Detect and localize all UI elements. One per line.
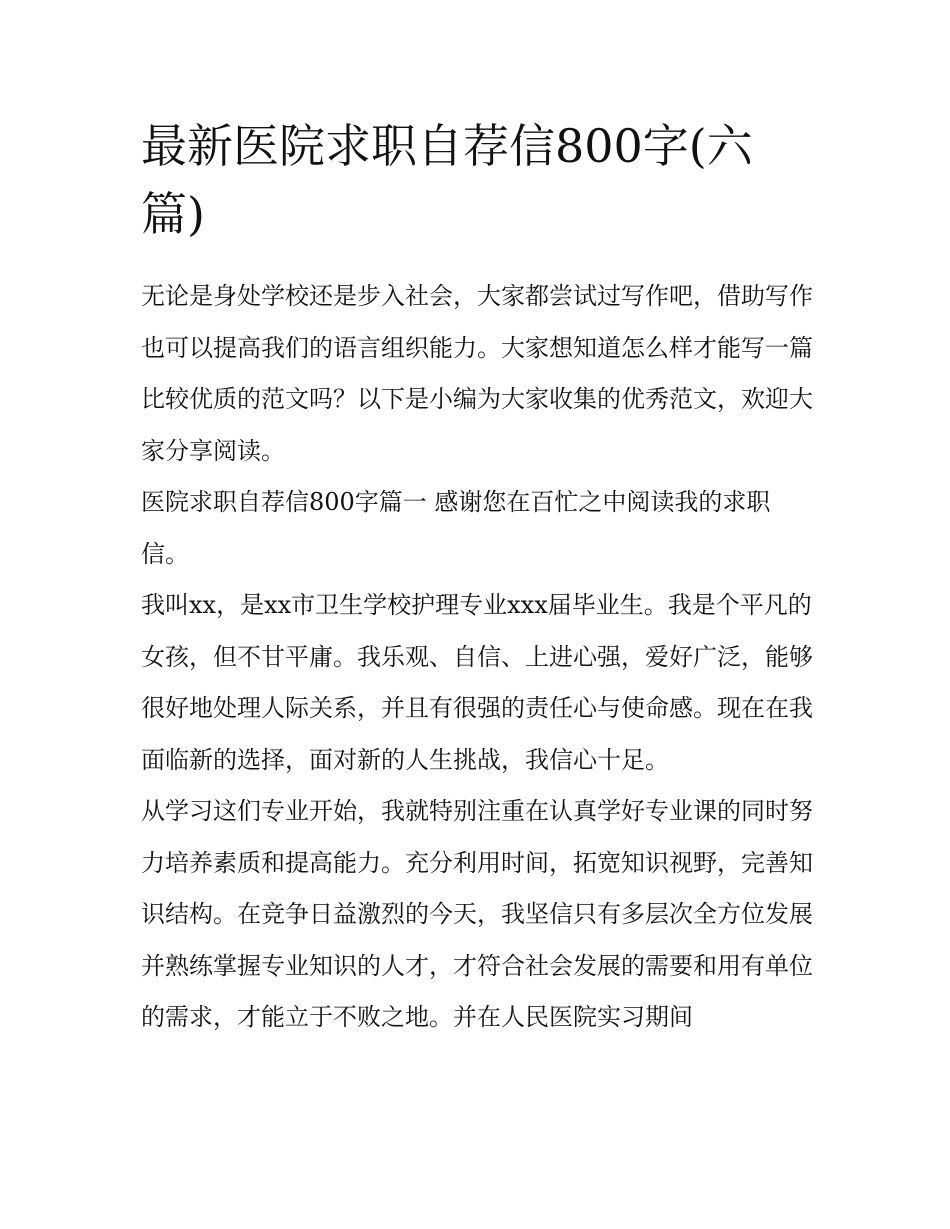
paragraph-letter-heading: 医院求职自荐信800字篇一 感谢您在百忙之中阅读我的求职信。 bbox=[141, 488, 771, 568]
paragraph-study-experience: 从学习这们专业开始，我就特别注重在认真学好专业课的同时努力培养素质和提高能力。充分利用时间，拓宽知识视野，完善知识结构。在竞争日益激烈的今天，我坚信只有多层次全方位发展并熟练掌握专业知识的人才，才符合社会发展的需要和用有单位的需求，才能立于不败之地。并在人民医院实习期间 bbox=[141, 797, 813, 1031]
paragraph-self-introduction: 我叫xx，是xx市卫生学校护理专业xxx届毕业生。我是个平凡的女孩，但不甘平庸。我乐观、自信、上进心强，爱好广泛，能够很好地处理人际关系，并且有很强的责任心与使命感。现在在我面临新的选择，面对新的人生挑战，我信心十足。 bbox=[141, 591, 813, 774]
document-body bbox=[141, 271, 813, 1044]
document-page bbox=[141, 112, 813, 1044]
document-title: 最新医院求职自荐信800字(六篇) bbox=[141, 119, 753, 241]
paragraph-intro: 无论是身处学校还是步入社会，大家都尝试过写作吧，借助写作也可以提高我们的语言组织能力。大家想知道怎么样才能写一篇比较优质的范文吗？以下是小编为大家收集的优秀范文，欢迎大家分享阅读。 bbox=[141, 282, 813, 465]
